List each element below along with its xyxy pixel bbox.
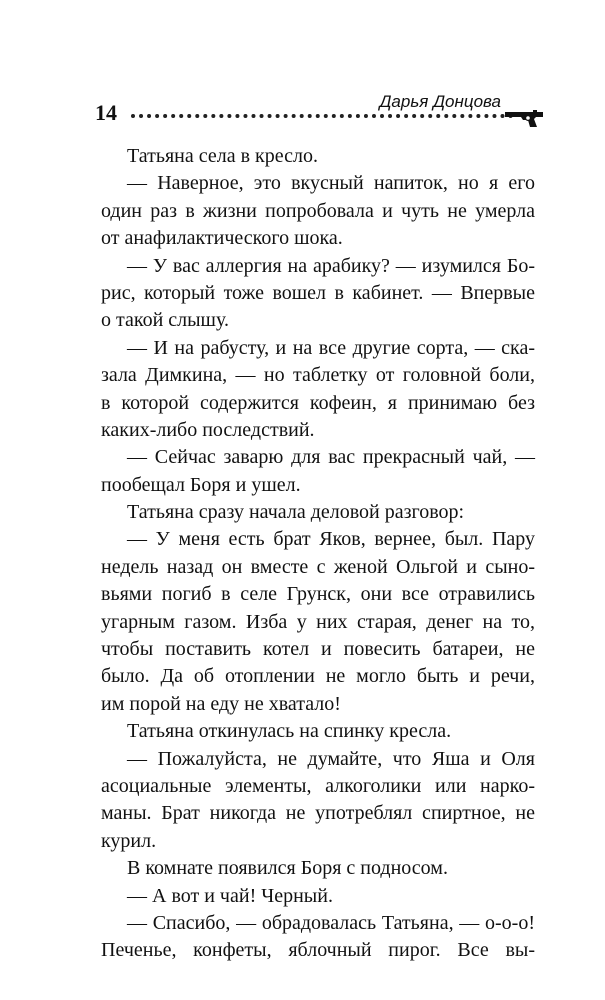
text-line: — Пожалуйста, не думайте, что Яша и Оля — [127, 747, 535, 770]
body-text — [101, 143, 535, 965]
text-line: — Сейчас заварю для вас прекрасный чай, — — [127, 446, 535, 469]
text-line: Татьяна откинулась на спинку кресла. — [127, 720, 452, 743]
text-line: чтобы поставить котел и повесить батареи, не — [101, 638, 535, 661]
text-line: о такой слышу. — [101, 309, 229, 332]
text-line: им порой на еду не хватало! — [101, 692, 341, 715]
text-line: недель назад он вместе с женой Ольгой и сыно- — [101, 555, 535, 578]
running-header — [95, 92, 547, 132]
text-line: один раз в жизни попробовала и чуть не умерла — [101, 199, 535, 222]
text-line: угарным газом. Изба у них старая, денег на то, — [101, 610, 535, 633]
text-line: пообещал Боря и ушел. — [101, 473, 301, 496]
author-name: Дарья Донцова — [379, 92, 501, 111]
text-line: — Наверное, это вкусный напиток, но я его — [127, 172, 535, 195]
text-line: от анафилактического шока. — [101, 227, 343, 250]
text-line: — У меня есть брат Яков, вернее, был. Пару — [127, 528, 535, 551]
revolver-icon — [503, 106, 547, 128]
text-line: — А вот и чай! Черный. — [127, 884, 333, 907]
text-line: в которой содержится кофеин, я принимаю без — [101, 391, 535, 414]
text-line: рис, который тоже вошел в кабинет. — Впервые — [101, 281, 535, 304]
text-line: вьями погиб в селе Грунск, они все отравились — [101, 583, 535, 606]
text-line: было. Да об отоплении не могло быть и речи, — [101, 665, 535, 688]
text-line: маны. Брат никогда не употреблял спиртное, не — [101, 802, 535, 825]
text-line: В комнате появился Боря с подносом. — [127, 857, 448, 880]
text-line: курил. — [101, 829, 157, 852]
text-line: зала Димкина, — но таблетку от головной боли, — [101, 364, 535, 387]
text-line: Татьяна села в кресло. — [127, 145, 318, 167]
text-line: Татьяна сразу начала деловой разговор: — [127, 501, 465, 524]
dotted-leader — [131, 114, 513, 118]
text-line: каких-либо последствий. — [101, 418, 315, 441]
text-line: — И на рабусту, и на все другие сорта, — ска- — [127, 336, 535, 359]
text-line: Печенье, конфеты, яблочный пирог. Все вы- — [101, 939, 535, 962]
text-line: асоциальные элементы, алкоголики или нарко- — [101, 774, 535, 797]
text-line: — Спасибо, — обрадовалась Татьяна, — о-о-о! — [127, 911, 535, 934]
page-number: 14 — [95, 100, 117, 125]
text-line: — У вас аллергия на арабику? — изумился Бо- — [127, 254, 535, 277]
